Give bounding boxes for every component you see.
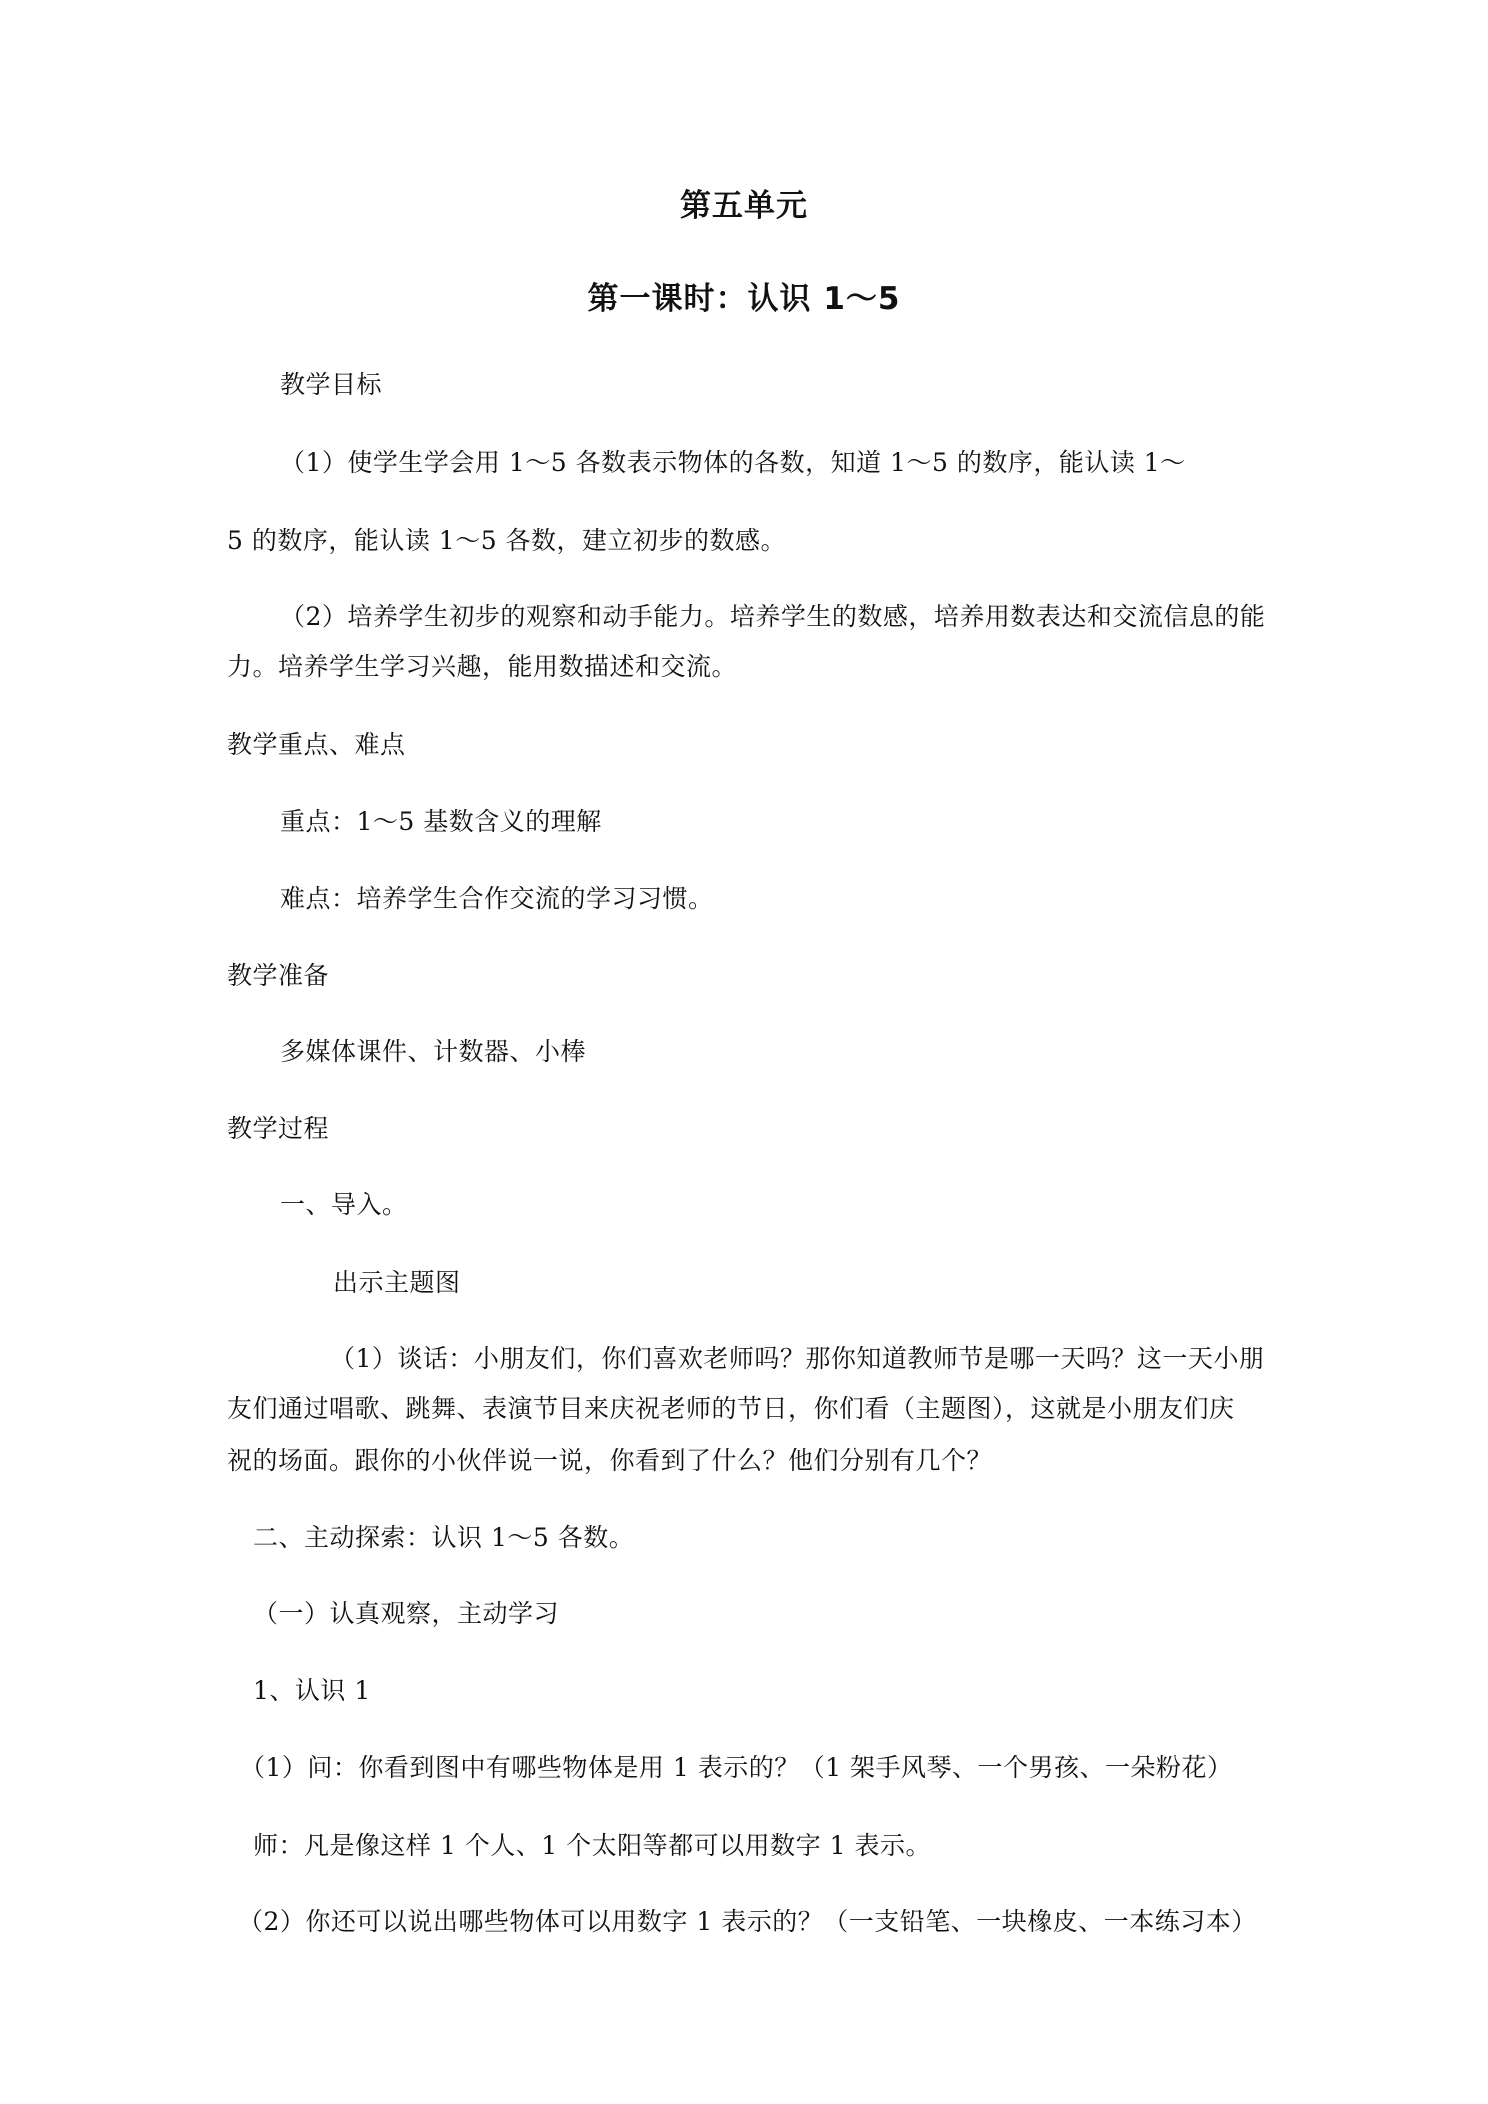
objective-1-line-1: （1）使学生学会用 1～5 各数表示物体的各数，知道 1～5 的数序，能认读 1～ [280,448,1186,477]
step-1-heading: 一、导入。 [280,1190,408,1219]
lesson-title: 第一课时：认识 1～5 [587,281,901,317]
step-1-paragraph-line-2: 友们通过唱歌、跳舞、表演节目来庆祝老师的节日，你们看（主题图），这就是小朋友们庆 [227,1394,1235,1423]
step-1-subheading: 出示主题图 [333,1268,461,1297]
preparation-text: 多媒体课件、计数器、小棒 [280,1037,587,1066]
question-1-line: （1）问：你看到图中有哪些物体是用 1 表示的？（1 架手风琴、一个男孩、一朵粉花） [240,1753,1233,1782]
objective-2-line-1: （2）培养学生初步的观察和动手能力。培养学生的数感，培养用数表达和交流信息的能 [280,602,1266,631]
step-2-subheading: （一）认真观察，主动学习 [253,1599,560,1628]
teacher-line: 师：凡是像这样 1 个人、1 个太阳等都可以用数字 1 表示。 [253,1831,931,1860]
question-2-line: （2）你还可以说出哪些物体可以用数字 1 表示的？（一支铅笔、一块橡皮、一本练习本） [238,1907,1257,1936]
section-heading-key-points: 教学重点、难点 [227,730,406,759]
step-1-paragraph-line-1: （1）谈话：小朋友们，你们喜欢老师吗？那你知道教师节是哪一天吗？这一天小朋 [330,1344,1265,1373]
objective-2-line-2: 力。培养学生学习兴趣，能用数描述和交流。 [227,652,738,681]
unit-title: 第五单元 [680,188,808,224]
key-point-text: 重点：1～5 基数含义的理解 [280,807,602,836]
step-2-item-1: 1、认识 1 [253,1676,371,1705]
difficulty-text: 难点：培养学生合作交流的学习习惯。 [280,884,714,913]
section-heading-objectives: 教学目标 [280,370,383,399]
objective-1-line-2: 5 的数序，能认读 1～5 各数，建立初步的数感。 [227,526,787,555]
section-heading-preparation: 教学准备 [227,961,330,990]
step-1-paragraph-line-3: 祝的场面。跟你的小伙伴说一说，你看到了什么？他们分别有几个？ [227,1446,993,1475]
step-2-heading: 二、主动探索：认识 1～5 各数。 [253,1523,635,1552]
section-heading-process: 教学过程 [227,1114,330,1143]
